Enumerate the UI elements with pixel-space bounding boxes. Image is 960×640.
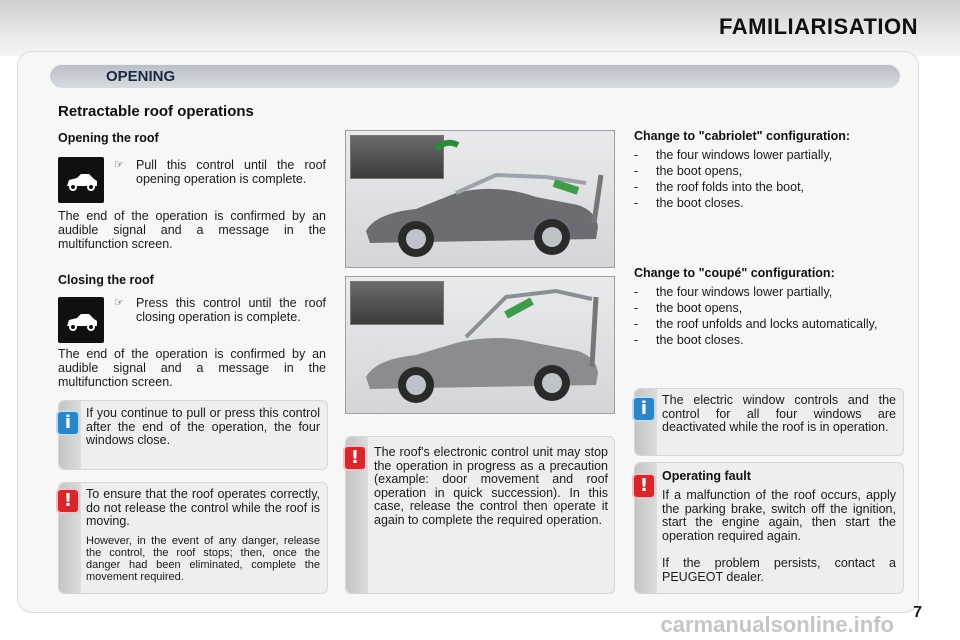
opening-band	[50, 64, 900, 88]
warning-icon: !	[634, 475, 654, 497]
list-item: - the roof folds into the boot,	[634, 179, 904, 195]
opening-heading: Opening the roof	[58, 131, 159, 145]
watermark: carmanualsonline.info	[660, 612, 894, 637]
list-item: - the four windows lower partially,	[634, 284, 904, 300]
warning-note-left-text: To ensure that the roof operates correctly, do not release the control while the roof is moving.	[86, 487, 320, 528]
opening-confirm: The end of the operation is confirmed by an audible signal and a message in the multifunction screen.	[58, 209, 326, 251]
list-item: - the boot closes.	[634, 332, 904, 348]
pointing-hand-icon: ☞	[114, 297, 124, 309]
page-number: 7	[913, 604, 922, 621]
closing-instruction: Press this control until the roof closing operation is complete.	[136, 296, 326, 324]
arrow-icon	[506, 301, 532, 315]
info-note-left-text: If you continue to pull or press this control after the end of the operation, the four windows close.	[86, 406, 320, 447]
opening-instruction: Pull this control until the roof opening operation is complete.	[136, 158, 326, 186]
warning-note-left-small: However, in the event of any danger, release the control, the roof stops; then, once the danger had been eliminated, complete the movement required.	[86, 535, 320, 583]
cabriolet-list	[634, 147, 904, 211]
opening-label: OPENING	[106, 68, 176, 85]
pointing-hand-icon: ☞	[114, 159, 124, 171]
arrow-icon	[436, 143, 458, 149]
coupe-list	[634, 284, 904, 348]
closing-heading: Closing the roof	[58, 273, 154, 287]
car-photo-opening	[345, 130, 615, 268]
convertible-car-icon	[58, 297, 104, 343]
convertible-car-icon	[58, 157, 104, 203]
list-item: - the boot opens,	[634, 163, 904, 179]
warning-note-middle-text: The roof's electronic control unit may stop the operation in progress as a precaution (example: door movement and roof operation in quick succession). In this case, release the control then operate it again to complete the required operation.	[374, 445, 608, 527]
info-icon: i	[58, 412, 78, 434]
main-heading: Retractable roof operations	[58, 103, 254, 120]
cabriolet-heading: Change to "cabriolet" configuration:	[634, 129, 851, 143]
info-note-right-text: The electric window controls and the control for all four windows are deactivated while the roof is in operation.	[662, 393, 896, 434]
closing-confirm: The end of the operation is confirmed by an audible signal and a message in the multifunction screen.	[58, 347, 326, 389]
warning-icon: !	[345, 447, 365, 469]
list-item: - the roof unfolds and locks automatically,	[634, 316, 904, 332]
warning-icon: !	[58, 490, 78, 512]
list-item: - the boot opens,	[634, 300, 904, 316]
coupe-heading: Change to "coupé" configuration:	[634, 266, 835, 280]
list-item: - the four windows lower partially,	[634, 147, 904, 163]
fault-paragraph-1: If a malfunction of the roof occurs, apply the parking brake, switch off the ignition, start the engine again, then start the operation required again.	[662, 488, 896, 543]
fault-paragraph-2: If the problem persists, contact a PEUGEOT dealer.	[662, 556, 896, 584]
car-photo-closing	[345, 276, 615, 414]
fault-heading: Operating fault	[662, 469, 751, 483]
list-item: - the boot closes.	[634, 195, 904, 211]
info-icon: i	[634, 398, 654, 420]
section-title: FAMILIARISATION	[719, 14, 918, 39]
